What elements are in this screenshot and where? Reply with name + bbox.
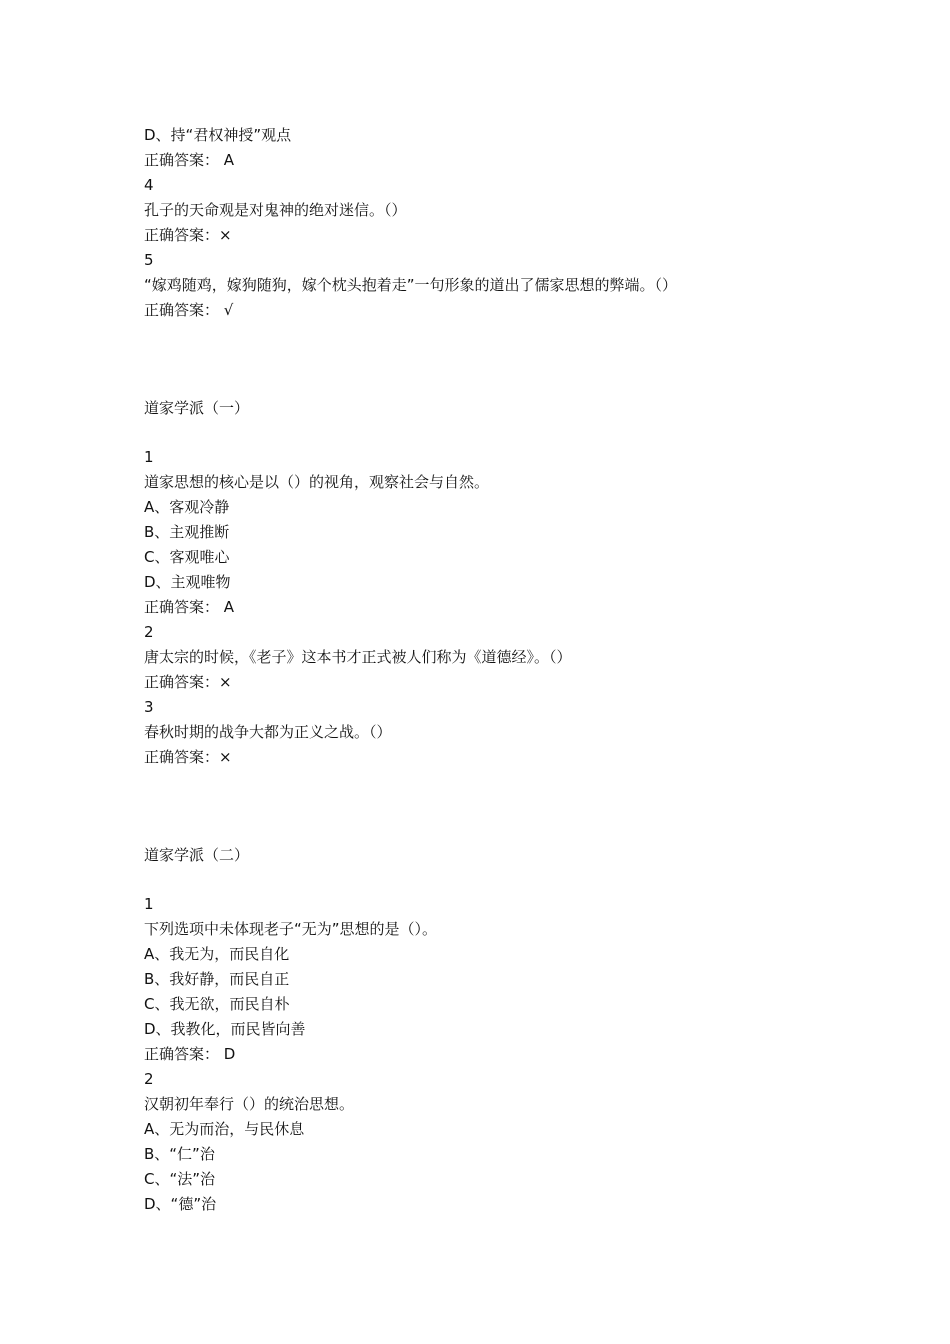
option-a-line: A、客观冷静 (144, 498, 230, 516)
question-number: 2 (144, 623, 154, 641)
question-number: 2 (144, 1070, 154, 1088)
option-b-line: B、我好静，而民自正 (144, 970, 290, 988)
option-d-line: D、持“君权神授”观点 (144, 126, 292, 144)
answer-line: 正确答案： √ (144, 301, 234, 319)
question-text: 汉朝初年奉行（）的统治思想。 (144, 1095, 355, 1113)
title-spacer (144, 868, 844, 892)
option-d-line: D、“德”治 (144, 1195, 217, 1213)
question-text: 春秋时期的战争大都为正义之战。（） (144, 723, 392, 741)
option-a-line: A、无为而治，与民休息 (144, 1120, 305, 1138)
question-text: “嫁鸡随鸡，嫁狗随狗，嫁个枕头抱着走”一句形象的道出了儒家思想的弊端。（） (144, 276, 678, 294)
answer-line: 正确答案：× (144, 673, 232, 691)
title-spacer (144, 421, 844, 445)
option-a-line: A、我无为，而民自化 (144, 945, 290, 963)
question-number: 1 (144, 895, 154, 913)
section-title: 道家学派（一） (144, 399, 250, 417)
question-number: 3 (144, 698, 154, 716)
question-number: 5 (144, 251, 154, 269)
question-text: 道家思想的核心是以（）的视角，观察社会与自然。 (144, 473, 490, 491)
option-c-line: C、我无欲，而民自朴 (144, 995, 290, 1013)
question-text: 下列选项中未体现老子“无为”思想的是（）。 (144, 920, 438, 938)
answer-line: 正确答案： D (144, 1045, 236, 1063)
question-number: 1 (144, 448, 154, 466)
option-b-line: B、主观推断 (144, 523, 230, 541)
answer-line: 正确答案： A (144, 151, 235, 169)
answer-line: 正确答案： A (144, 598, 235, 616)
section-spacer (144, 323, 844, 396)
option-d-line: D、我教化，而民皆向善 (144, 1020, 306, 1038)
question-number: 4 (144, 176, 154, 194)
option-c-line: C、客观唯心 (144, 548, 230, 566)
question-text: 孔子的天命观是对鬼神的绝对迷信。（） (144, 201, 407, 219)
section-title: 道家学派（二） (144, 846, 250, 864)
section-spacer (144, 770, 844, 843)
document-content (144, 123, 844, 1217)
answer-line: 正确答案：× (144, 226, 232, 244)
answer-line: 正确答案：× (144, 748, 232, 766)
option-b-line: B、“仁”治 (144, 1145, 215, 1163)
option-c-line: C、“法”治 (144, 1170, 216, 1188)
question-text: 唐太宗的时候，《老子》这本书才正式被人们称为《道德经》。（） (144, 648, 572, 666)
option-d-line: D、主观唯物 (144, 573, 231, 591)
